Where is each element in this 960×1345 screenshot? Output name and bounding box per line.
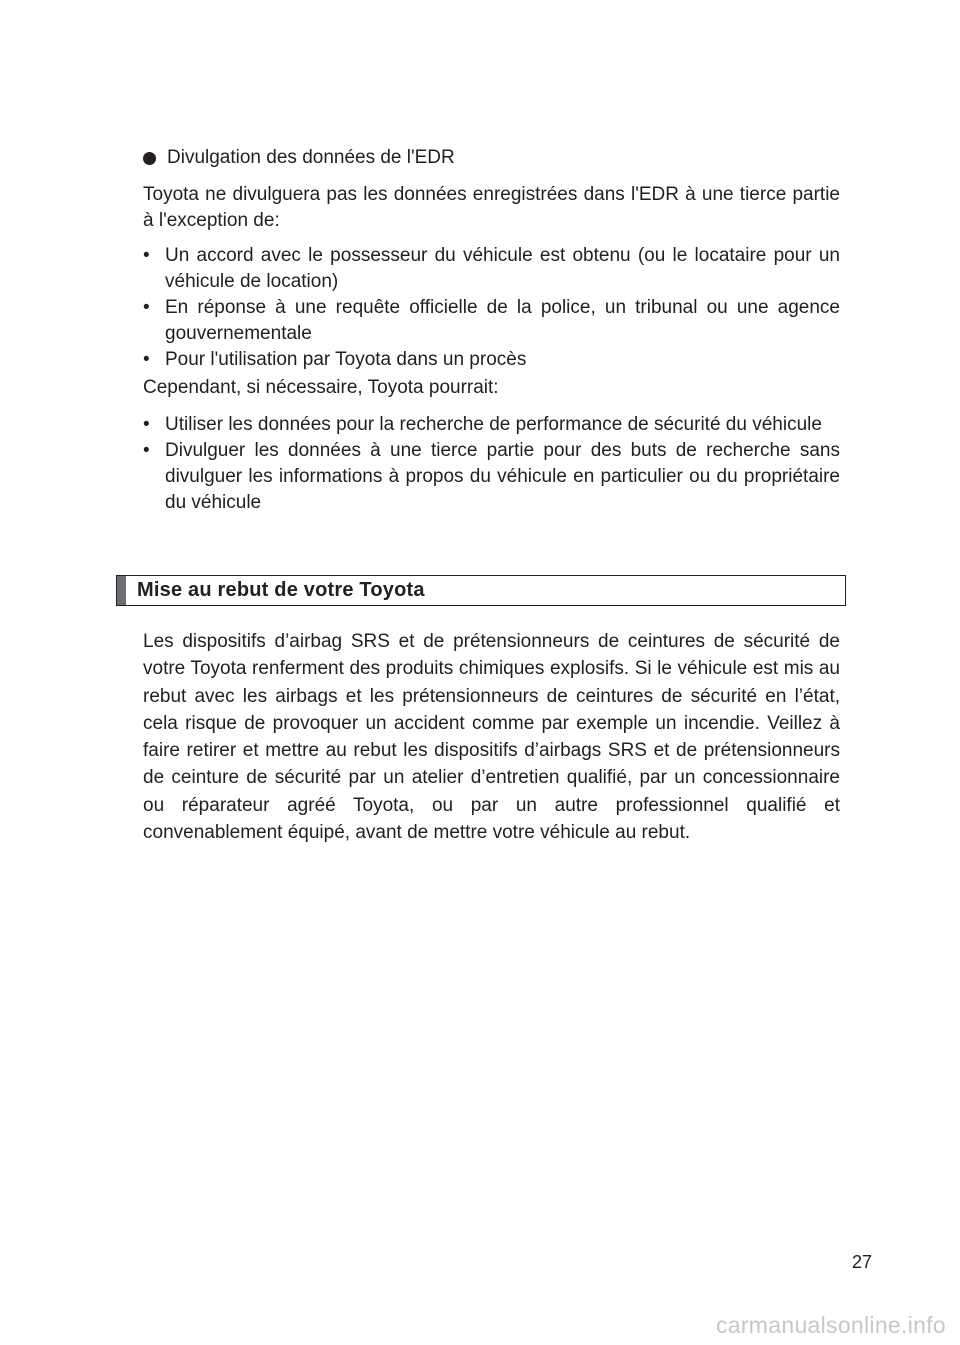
bullet-icon: • [143,349,150,370]
list-item: • En réponse à une requête officielle de la police, un tribunal ou une agence gouvernementale [143,297,840,344]
bullet-icon: • [143,297,150,318]
list-item: • Pour l'utilisation par Toyota dans un procès [143,347,840,373]
list-item: • Un accord avec le possesseur du véhicule est obtenu (ou le locataire pour un véhicule de location) [143,245,840,292]
disposal-section-title: Mise au rebut de votre Toyota [137,579,425,601]
disposal-paragraph: Les dispositifs d’airbag SRS et de prétensionneurs de ceintures de sécurité de votre Toyota renferment des produits chimiques explosifs. Si le véhicule est mis au rebut avec les airbags et les prétensionneurs de ceintures de sécurité en l’état, cela risque de provoquer un accident comme par exemple un incendie. Veillez à faire retirer et mettre au rebut les dispositifs d’airbags SRS et de prétensionneurs de ceinture de sécurité par un atelier d’entretien qualifié, par un concessionnaire ou réparateur agréé Toyota, ou par un autre professionnel qualifié et convenablement équipé, avant de mettre votre véhicule au rebut. [143,631,840,844]
edr-exceptions-list [143,243,840,373]
section-marker-icon [117,576,126,605]
bullet-icon: • [143,245,150,266]
edr-disclosure-heading [143,146,455,170]
list-item: • Utiliser les données pour la recherche de performance de sécurité du véhicule [143,412,840,438]
page-number: 27 [851,1252,872,1272]
edr-disclosure-heading-text: Divulgation des données de l'EDR [167,147,455,168]
bullet-icon: • [143,440,150,461]
watermark: carmanualsonline.info [715,1312,946,1338]
disposal-section-header [116,575,846,606]
black-circle-bullet-icon [143,152,156,165]
edr-intro-paragraph: Toyota ne divulguera pas les données enregistrées dans l'EDR à une tierce partie à l'exception de: [143,184,840,231]
list-item: • Divulguer les données à une tierce partie pour des buts de recherche sans divulguer les informations à propos du véhicule en particulier ou du propriétaire du véhicule [143,440,840,513]
however-paragraph: Cependant, si nécessaire, Toyota pourrait: [143,377,499,398]
bullet-icon: • [143,414,150,435]
edr-uses-list [143,412,840,516]
